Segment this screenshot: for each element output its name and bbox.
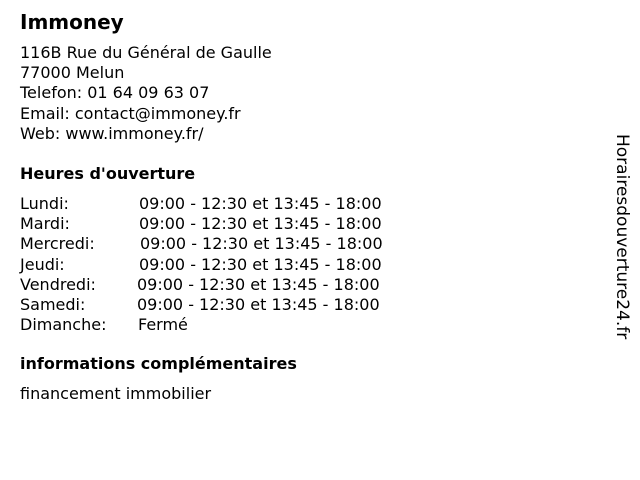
hours-row-thursday xyxy=(20,254,382,275)
opening-hours-heading: Heures d'ouverture xyxy=(20,164,196,183)
hours-day: Vendredi: xyxy=(20,274,96,294)
hours-row-tuesday xyxy=(20,214,382,234)
address-city: 77000 Melun xyxy=(20,63,125,83)
hours-day: Dimanche: xyxy=(20,315,107,335)
hours-row-saturday xyxy=(20,294,380,315)
business-name: Immoney xyxy=(20,10,124,34)
hours-time: Fermé xyxy=(138,315,188,335)
hours-day: Mercredi: xyxy=(20,234,95,254)
hours-row-monday xyxy=(20,194,382,214)
hours-day: Lundi: xyxy=(20,194,69,213)
hours-time: 09:00 - 12:30 et 13:45 - 18:00 xyxy=(139,194,382,213)
address-street: 116B Rue du Général de Gaulle xyxy=(20,43,272,62)
hours-day: Samedi: xyxy=(20,294,86,314)
email-line: Email: contact@immoney.fr xyxy=(20,103,241,123)
opening-hours-table xyxy=(20,194,383,335)
hours-time: 09:00 - 12:30 et 13:45 - 18:00 xyxy=(139,254,382,274)
hours-time: 09:00 - 12:30 et 13:45 - 18:00 xyxy=(140,234,383,254)
additional-info-text: financement immobilier xyxy=(20,384,212,403)
hours-time: 09:00 - 12:30 et 13:45 - 18:00 xyxy=(137,274,380,294)
hours-time: 09:00 - 12:30 et 13:45 - 18:00 xyxy=(139,214,382,234)
hours-day: Mardi: xyxy=(20,214,70,234)
web-line: Web: www.immoney.fr/ xyxy=(20,123,204,143)
contact-block xyxy=(20,43,272,144)
hours-row-sunday xyxy=(20,315,188,335)
additional-info-heading: informations complémentaires xyxy=(20,354,297,373)
phone-line: Telefon: 01 64 09 63 07 xyxy=(20,83,210,103)
watermark xyxy=(612,134,632,370)
hours-row-friday xyxy=(20,274,380,295)
hours-time: 09:00 - 12:30 et 13:45 - 18:00 xyxy=(137,294,380,314)
watermark-text: Horairesdouverture24.fr xyxy=(612,134,632,340)
hours-row-wednesday xyxy=(20,234,383,254)
hours-day: Jeudi: xyxy=(20,254,65,274)
